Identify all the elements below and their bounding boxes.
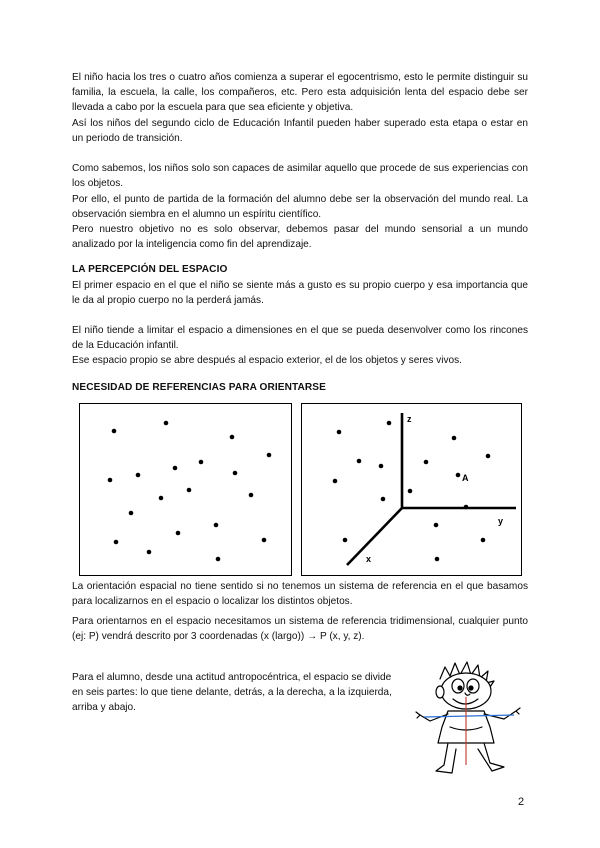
paragraph-second-cycle: Así los niños del segundo ciclo de Educación Infantil pueden haber superado esta etapa o estar en un periodo de transición.: [72, 118, 528, 145]
reference-axes-diagram: [302, 404, 521, 575]
point: [452, 436, 457, 441]
point-cloud: [333, 421, 491, 562]
point-a: [464, 505, 469, 510]
x-axis-label: x: [366, 554, 372, 564]
left-pupil: [458, 686, 462, 690]
point: [262, 538, 267, 543]
point: [343, 538, 348, 543]
point: [147, 550, 152, 555]
heading-references: NECESIDAD DE REFERENCIAS PARA ORIENTARSE: [72, 382, 326, 393]
point: [456, 473, 461, 478]
point: [424, 460, 429, 465]
point: [381, 497, 386, 502]
left-eye: [452, 679, 464, 693]
point: [108, 478, 113, 483]
paragraph-six-parts: Para el alumno, desde una actitud antropocéntrica, el espacio se divide en seis partes: lo que tiene delante, detrás, a la derecha, a la izquierda, arriba y abajo.: [72, 672, 392, 713]
paragraph-egocentrism: El niño hacia los tres o cuatro años comienza a superar el egocentrismo, esto le permite distinguir su familia, la escuela, la calle, los compañeros, etc. Pero esta adquisición lenta del espacio debe ser llevada a cabo por la escuela para que sea eficiente y objetiva.: [72, 72, 528, 114]
point: [481, 538, 486, 543]
z-axis-label: z: [407, 414, 412, 424]
point: [112, 429, 117, 434]
paragraph-own-body: El primer espacio en el que el niño se siente más a gusto es su propio cuerpo y esa importancia que le da al propio cuerpo no la perderá jamás.: [72, 280, 528, 307]
x-axis: [347, 508, 402, 565]
point: [435, 557, 440, 562]
heading-space-perception: LA PERCEPCIÓN DEL ESPACIO: [72, 264, 228, 275]
page-number: 2: [518, 796, 525, 808]
right-leg: [478, 743, 504, 771]
point: [129, 511, 134, 516]
paragraph-objective: Pero nuestro objetivo no es solo observar, debemos pasar del mundo sensorial a un mundo analizado por la inteligencia como fin del aprendizaje.: [72, 224, 528, 251]
point: [136, 473, 141, 478]
point: [379, 464, 384, 469]
point: [159, 496, 164, 501]
y-axis-label: y: [498, 516, 504, 526]
cartoon-child-illustration: [412, 657, 532, 787]
point: [408, 489, 413, 494]
point: [214, 523, 219, 528]
paragraph-reference-system: La orientación espacial no tiene sentido si no tenemos un sistema de referencia en el que basamos para localizarnos en el espacio o localizar los distintos objetos.: [72, 581, 528, 608]
right-eye: [467, 679, 479, 693]
axes: [347, 413, 516, 565]
paragraph-experiences: Como sabemos, los niños solo son capaces de asimilar aquello que procede de sus experiencias con los objetos.: [72, 163, 528, 190]
point-cloud: [108, 421, 272, 562]
point: [357, 459, 362, 464]
point: [173, 466, 178, 471]
point: [114, 540, 119, 545]
point: [176, 531, 181, 536]
figure-reference-axes: [301, 403, 522, 576]
point: [249, 493, 254, 498]
right-pupil: [469, 686, 473, 690]
point: [216, 557, 221, 562]
point: [387, 421, 392, 426]
point: [337, 430, 342, 435]
point: [333, 479, 338, 484]
scattered-points-diagram: [80, 404, 291, 575]
point-a-label: A: [462, 473, 469, 483]
point: [233, 471, 238, 476]
point: [230, 435, 235, 440]
left-leg: [436, 743, 456, 773]
point: [187, 488, 192, 493]
point: [199, 460, 204, 465]
point: [486, 454, 491, 459]
paragraph-exterior-space: Ese espacio propio se abre después al espacio exterior, el de los objetos y seres vivos.: [72, 355, 462, 366]
point: [434, 523, 439, 528]
ear: [436, 686, 444, 698]
right-arm: [484, 708, 520, 719]
paragraph-limit-space: El niño tiende a limitar el espacio a dimensiones en el que se pueda desenvolver como los rincones de la Educación infantil.: [72, 325, 528, 352]
paragraph-three-coordinates: Para orientarnos en el espacio necesitamos un sistema de referencia tridimensional, cualquier punto (ej: P) vendrá descrito por 3 coordenadas (x (largo)) → P (x, y, z).: [72, 616, 528, 643]
point: [267, 453, 272, 458]
figure-scattered-points: [79, 403, 292, 576]
point: [164, 421, 169, 426]
paragraph-observation: Por ello, el punto de partida de la formación del alumno debe ser la observación del mundo real. La observación siembra en el alumno un espíritu científico.: [72, 194, 528, 221]
